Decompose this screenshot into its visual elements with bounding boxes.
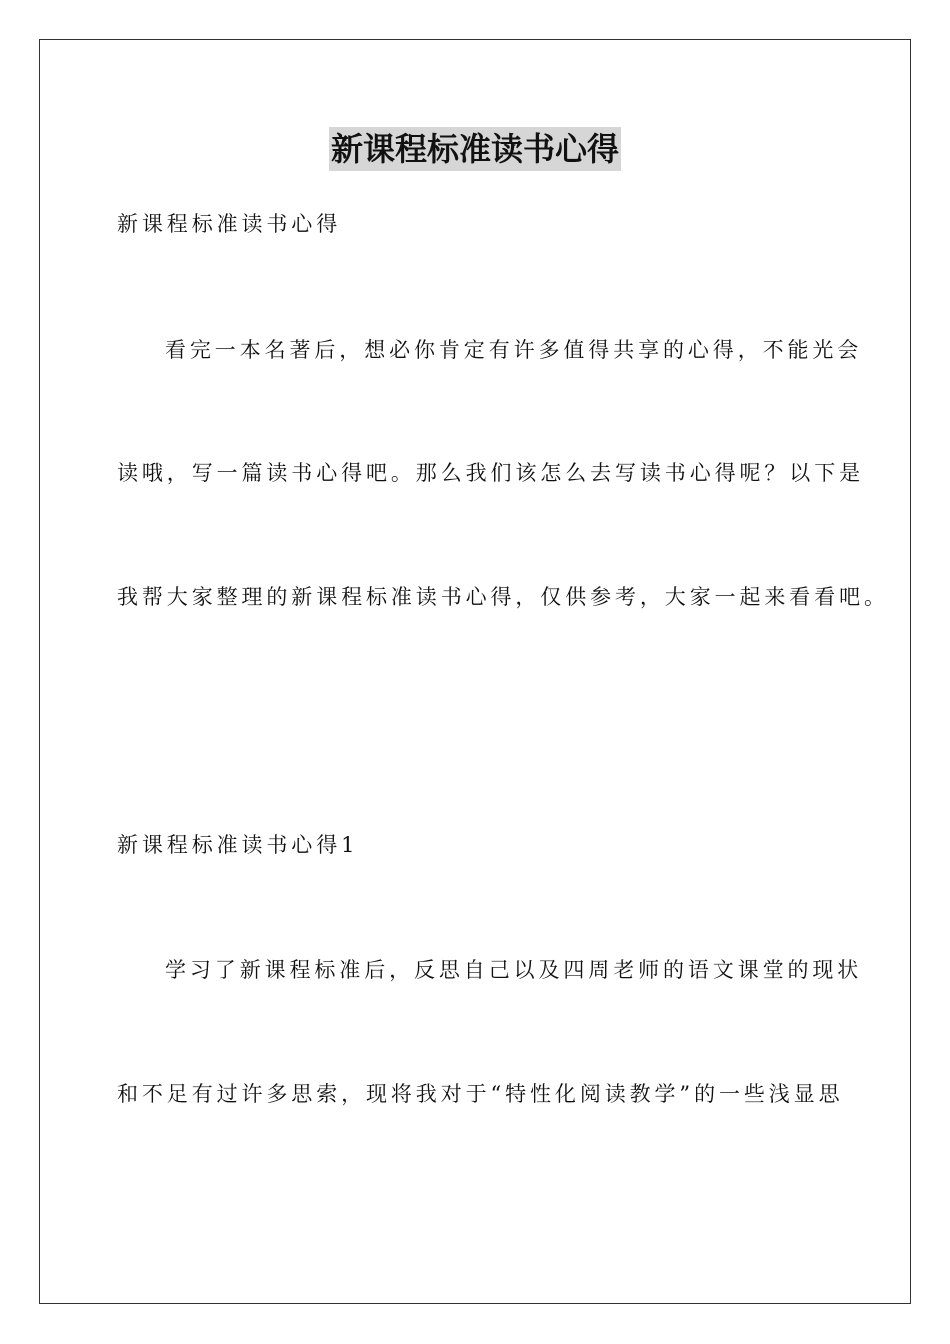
title-container: [0, 127, 950, 171]
section-line-1: 学习了新课程标准后，反思自己以及四周老师的语文课堂的现状: [165, 958, 863, 982]
intro-line-3: 我帮大家整理的新课程标准读书心得，仅供参考，大家一起来看看吧。: [117, 585, 889, 609]
intro-line-2: 读哦，写一篇读书心得吧。那么我们该怎么去写读书心得呢？以下是: [117, 461, 864, 485]
section-line-2: 和不足有过许多思索，现将我对于“特性化阅读教学”的一些浅显思: [117, 1082, 844, 1106]
section-heading: 新课程标准读书心得1: [117, 833, 359, 857]
document-title: 新课程标准读书心得: [329, 127, 621, 171]
document-subtitle: 新课程标准读书心得: [117, 212, 342, 236]
intro-line-1: 看完一本名著后，想必你肯定有许多值得共享的心得，不能光会: [165, 338, 863, 362]
